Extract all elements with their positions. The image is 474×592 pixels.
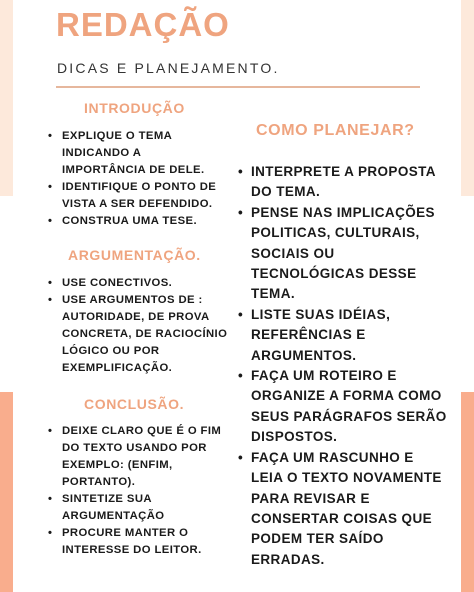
list-item: • USE ARGUMENTOS DE : AUTORIDADE, DE PROVA CONCRETA, DE RACIOCÍNIO LÓGICO OU POR EXEMPLIFICAÇÃO. [48, 292, 228, 377]
list-item: • CONSTRUA UMA TESE. [48, 213, 228, 230]
page-title: REDAÇÃO [56, 6, 230, 43]
list-item: • PENSE NAS IMPLICAÇÕES POLITICAS, CULTURAIS, SOCIAIS OU TECNOLÓGICAS DESSE TEMA. [238, 203, 448, 305]
list-item: • INTERPRETE A PROPOSTA DO TEMA. [238, 162, 448, 203]
list-item: • DEIXE CLARO QUE É O FIM DO TEXTO USANDO POR EXEMPLO: (ENFIM, PORTANTO). [48, 423, 228, 491]
list-item: • EXPLIQUE O TEMA INDICANDO A IMPORTÂNCIA DE DELE. [48, 128, 228, 179]
list-conclusao [48, 423, 228, 559]
list-como-planejar [238, 162, 448, 570]
list-item: • FAÇA UM ROTEIRO E ORGANIZE A FORMA COMO SEUS PARÁGRAFOS SERÃO DISPOSTOS. [238, 366, 448, 448]
section-heading-conclusao: CONCLUSÃO. [84, 396, 185, 412]
list-argumentacao [48, 275, 228, 377]
list-item: • USE CONECTIVOS. [48, 275, 228, 292]
list-item: • PROCURE MANTER O INTERESSE DO LEITOR. [48, 525, 228, 559]
section-heading-argumentacao: ARGUMENTAÇÃO. [68, 247, 201, 263]
list-item: • SINTETIZE SUA ARGUMENTAÇÃO [48, 491, 228, 525]
list-item: • IDENTIFIQUE O PONTO DE VISTA A SER DEFENDIDO. [48, 179, 228, 213]
list-item: • LISTE SUAS IDÉIAS, REFERÊNCIAS E ARGUMENTOS. [238, 305, 448, 366]
page-subtitle: DICAS E PLANEJAMENTO. [57, 60, 280, 76]
title-divider [56, 86, 420, 88]
list-item: • FAÇA UM RASCUNHO E LEIA O TEXTO NOVAMENTE PARA REVISAR E CONSERTAR COISAS QUE PODEM TER SAÍDO ERRADAS. [238, 448, 448, 570]
section-heading-introducao: INTRODUÇÃO [84, 100, 185, 116]
section-heading-como-planejar: COMO PLANEJAR? [256, 122, 415, 139]
list-introducao [48, 128, 228, 230]
